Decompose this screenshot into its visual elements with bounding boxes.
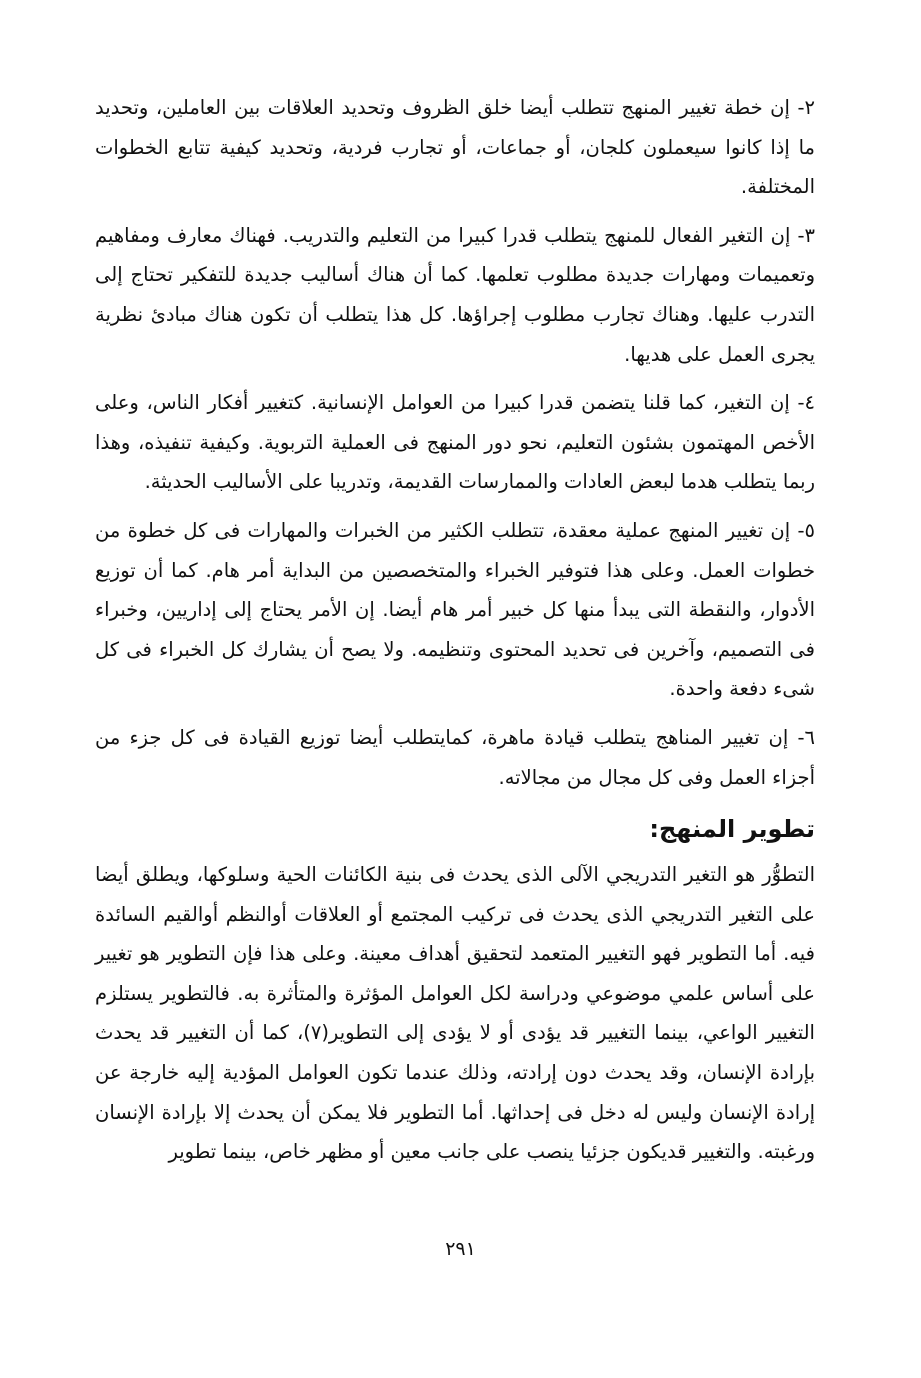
paragraph-point-6: ٦- إن تغيير المناهج يتطلب قيادة ماهرة، كمايتطلب أيضا توزيع القيادة فى كل جزء من أجزاء العمل وفى كل مجال من مجالاته.: [95, 725, 815, 789]
page-number: ٢٩١: [445, 1238, 476, 1260]
paragraph-point-5: ٥- إن تغيير المنهج عملية معقدة، تتطلب الكثير من الخبرات والمهارات فى كل خطوة من خطوات العمل. وعلى هذا فتوفير الخبراء والمتخصصين من البداية أمر هام. كما أن توزيع الأدوار، والنقطة التى يبدأ منها كل خبير أمر هام أيضا. إن الأمر يحتاج إلى إداريين، وخبراء فى التصميم، وآخرين فى تحديد المحتوى وتنظيمه. ولا يصح أن يشارك كل الخبراء فى كل شىء دفعة واحدة.: [95, 518, 815, 701]
paragraph-point-2: ٢- إن خطة تغيير المنهج تتطلب أيضا خلق الظروف وتحديد العلاقات بين العاملين، وتحديد ما إذا كانوا سيعملون كلجان، أو جماعات، أو تجارب فردية، وتحديد كيفية تتابع الخطوات المختلفة.: [95, 96, 815, 199]
page-body: [95, 88, 815, 1172]
section-body-paragraph: التطوُّر هو التغير التدريجي الآلى الذى يحدث فى بنية الكائنات الحية وسلوكها، ويطلق أيضا على التغير التدريجي الذى يحدث فى تركيب المجتمع أو العلاقات أوالنظم أوالقيم السائدة فيه. أما التطوير فهو التغيير المتعمد لتحقيق أهداف معينة. وعلى هذا فإن التطوير هو تغيير على أساس علمي موضوعي ودراسة لكل العوامل المؤثرة والمتأثرة به. فالتطوير يستلزم التغيير الواعي، بينما التغيير قد يؤدى أو لا يؤدى إلى التطوير(٧)، كما أن التغيير قد يحدث بإرادة الإنسان، وقد يحدث دون إرادته، وذلك عندما تكون العوامل المؤدية إليه خارجة عن إرادة الإنسان وليس له دخل فى إحداثها. أما التطوير فلا يمكن أن يحدث إلا بإرادة الإنسان ورغبته. والتغيير قديكون جزئيا ينصب على جانب معين أو مظهر خاص، بينما تطوير: [95, 863, 815, 1164]
paragraph-point-4: ٤- إن التغير، كما قلنا يتضمن قدرا كبيرا من العوامل الإنسانية. كتغيير أفكار الناس، وعلى الأخص المهتمون بشئون التعليم، نحو دور المنهج فى العملية التربوية. وكيفية تنفيذه، وهذا ربما يتطلب هدما لبعض العادات والممارسات القديمة، وتدريبا على الأساليب الحديثة.: [95, 391, 815, 494]
paragraph-point-3: ٣- إن التغير الفعال للمنهج يتطلب قدرا كبيرا من التعليم والتدريب. فهناك معارف ومفاهيم وتعميمات ومهارات جديدة مطلوب تعلمها. كما أن هناك أساليب جديدة للتفكير تحتاج إلى التدرب عليها. وهناك تجارب مطلوب إجراؤها. كل هذا يتطلب أن تكون هناك مبادئ نظرية يجرى العمل على هديها.: [95, 223, 815, 366]
section-heading: تطوير المنهج:: [649, 815, 815, 844]
